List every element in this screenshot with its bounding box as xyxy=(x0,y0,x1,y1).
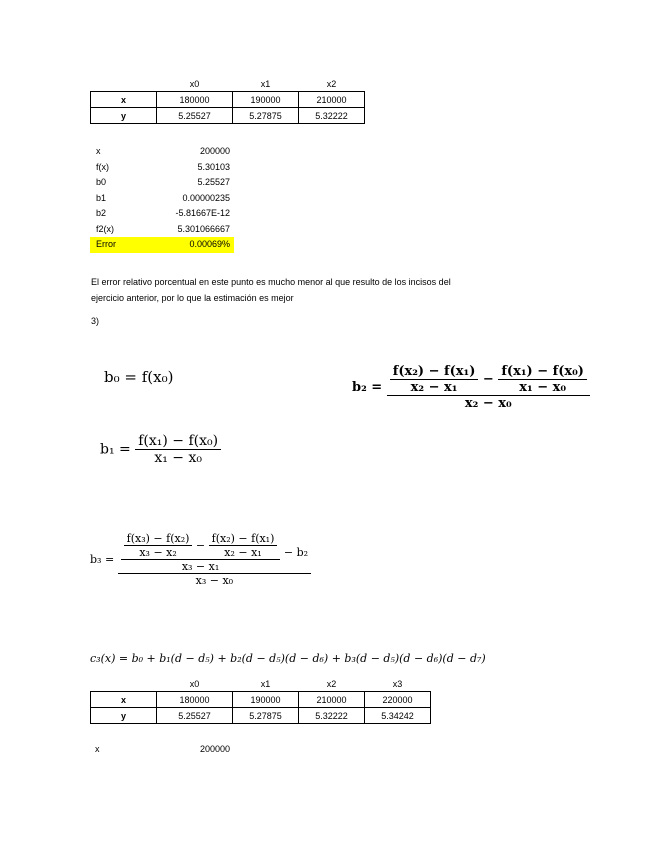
formula-b3-subfraction-a xyxy=(124,532,193,559)
formula-b2-num-a: f(x₂) − f(x₁) xyxy=(392,364,476,379)
formula-b3-num-b: f(x₂) − f(x₁) xyxy=(211,532,275,545)
table-cell: 5.32222 xyxy=(299,108,365,124)
footer-key: x xyxy=(95,744,100,754)
table-row xyxy=(91,92,365,108)
footer-value: 200000 xyxy=(199,744,230,754)
table-header-cell xyxy=(91,76,157,92)
formula-b2-lhs: b₂ = xyxy=(352,380,383,395)
formula-b2-den-a: x₂ − x₁ xyxy=(390,379,479,395)
formula-b2-subfraction-b xyxy=(498,364,587,395)
table-cell: 5.32222 xyxy=(299,708,365,724)
result-key: Error xyxy=(96,239,116,249)
table-header-cell: x3 xyxy=(392,678,403,689)
formula-c3: c₃(x) = b₀ + b₁(d − d₅) + b₂(d − d₅)(d − d₆) + b₃(d − d₅)(d − d₆)(d − d₇) xyxy=(90,652,486,665)
table-header-cell: x1 xyxy=(260,78,271,89)
formula-b3-den-a: x₃ − x₂ xyxy=(124,545,193,559)
formula-b1-fraction xyxy=(135,433,221,466)
row-label: x xyxy=(91,92,157,108)
result-value: 5.30103 xyxy=(197,161,230,172)
result-key: x xyxy=(96,146,101,156)
formula-b1-lhs: b₁ = xyxy=(100,441,131,458)
result-row-fx xyxy=(90,160,234,176)
formula-b1-denominator: x₁ − x₀ xyxy=(135,449,221,466)
result-value: 0.00000235 xyxy=(182,192,230,203)
result-row-b1 xyxy=(90,191,234,207)
formula-b2-numerator xyxy=(387,364,590,395)
formula-b3-middle-fraction xyxy=(121,532,281,573)
result-value: 5.25527 xyxy=(197,177,230,187)
row-label: x xyxy=(91,692,157,708)
result-key: b2 xyxy=(96,208,107,218)
table-header-cell: x2 xyxy=(326,678,337,689)
table-header-cell: x0 xyxy=(189,78,200,89)
result-row-error xyxy=(90,237,234,253)
footer-x-row xyxy=(90,744,232,759)
table-header-cell: x0 xyxy=(189,678,200,689)
table-row xyxy=(91,108,365,124)
formula-b0 xyxy=(104,368,173,386)
row-label: y xyxy=(91,108,157,124)
result-value: 0.00069% xyxy=(189,239,230,249)
formula-b2-den-b: x₁ − x₀ xyxy=(498,379,587,395)
formula-b2 xyxy=(352,364,590,411)
formula-b2-subfraction-a xyxy=(390,364,479,395)
result-row-f2x xyxy=(90,222,234,238)
formula-b2-fraction xyxy=(387,364,590,411)
formula-b3-numerator xyxy=(118,532,311,573)
formula-b2-denominator: x₂ − x₀ xyxy=(387,395,590,411)
formula-b0-lhs: b₀ = xyxy=(104,368,137,386)
table-header-cell: x2 xyxy=(326,78,337,89)
result-key: b0 xyxy=(96,177,107,187)
table-header-row xyxy=(91,676,431,692)
formula-b2-num-b: f(x₁) − f(x₀) xyxy=(501,364,584,379)
formula-b3-denominator: x₃ − x₀ xyxy=(118,573,311,587)
result-key: f2(x) xyxy=(96,223,114,234)
result-value: -5.81667E-12 xyxy=(175,208,230,218)
result-key: b1 xyxy=(96,192,107,203)
result-value: 200000 xyxy=(199,146,230,156)
data-table-1 xyxy=(90,76,365,124)
table-cell: 190000 xyxy=(233,92,299,108)
table-cell: 5.34242 xyxy=(365,708,431,724)
result-row-b0 xyxy=(90,175,234,191)
formula-b3-middle-denominator: x₃ − x₁ xyxy=(121,559,281,573)
table-header-row xyxy=(91,76,365,92)
formula-b3 xyxy=(90,532,311,587)
table-cell: 190000 xyxy=(233,692,299,708)
table-header-cell: x1 xyxy=(260,678,271,689)
result-row-b2 xyxy=(90,206,234,222)
formula-b1-numerator: f(x₁) − f(x₀) xyxy=(138,433,219,449)
table-cell: 5.27875 xyxy=(233,108,299,124)
formula-b1 xyxy=(100,433,221,466)
conclusion-line-1: El error relativo porcentual en este punto es mucho menor al que resulto de los incisos del xyxy=(91,277,451,287)
table-row xyxy=(91,692,431,708)
formula-b3-den-b: x₂ − x₁ xyxy=(209,545,278,559)
table-cell: 5.27875 xyxy=(233,708,299,724)
formula-b3-lhs: b₃ = xyxy=(90,553,115,566)
table-header-cell xyxy=(91,676,157,692)
conclusion-line-2: ejercicio anterior, por lo que la estimación es mejor xyxy=(91,293,294,303)
table-cell: 220000 xyxy=(365,692,431,708)
results-list xyxy=(90,144,234,253)
table-cell: 180000 xyxy=(157,92,233,108)
formula-b3-middle-numerator xyxy=(121,532,281,559)
data-table-2 xyxy=(90,676,431,724)
row-label: y xyxy=(91,708,157,724)
formula-b0-rhs: f(x₀) xyxy=(141,368,174,386)
table-cell: 210000 xyxy=(299,92,365,108)
table-cell: 5.25527 xyxy=(157,708,233,724)
formula-b3-fraction xyxy=(118,532,311,587)
table-cell: 180000 xyxy=(157,692,233,708)
formula-b3-tail: − b₂ xyxy=(283,546,309,559)
table-cell: 210000 xyxy=(299,692,365,708)
formula-b3-minus: − xyxy=(195,539,206,552)
formula-b3-subfraction-b xyxy=(209,532,278,559)
formula-b2-minus: − xyxy=(482,372,494,387)
result-row-x xyxy=(90,144,234,160)
formula-b3-num-a: f(x₃) − f(x₂) xyxy=(126,532,190,545)
result-key: f(x) xyxy=(96,161,109,172)
conclusion-paragraph xyxy=(91,274,551,306)
result-value: 5.301066667 xyxy=(177,223,230,234)
table-row xyxy=(91,708,431,724)
table-cell: 5.25527 xyxy=(157,108,233,124)
section-label: 3) xyxy=(91,316,100,326)
